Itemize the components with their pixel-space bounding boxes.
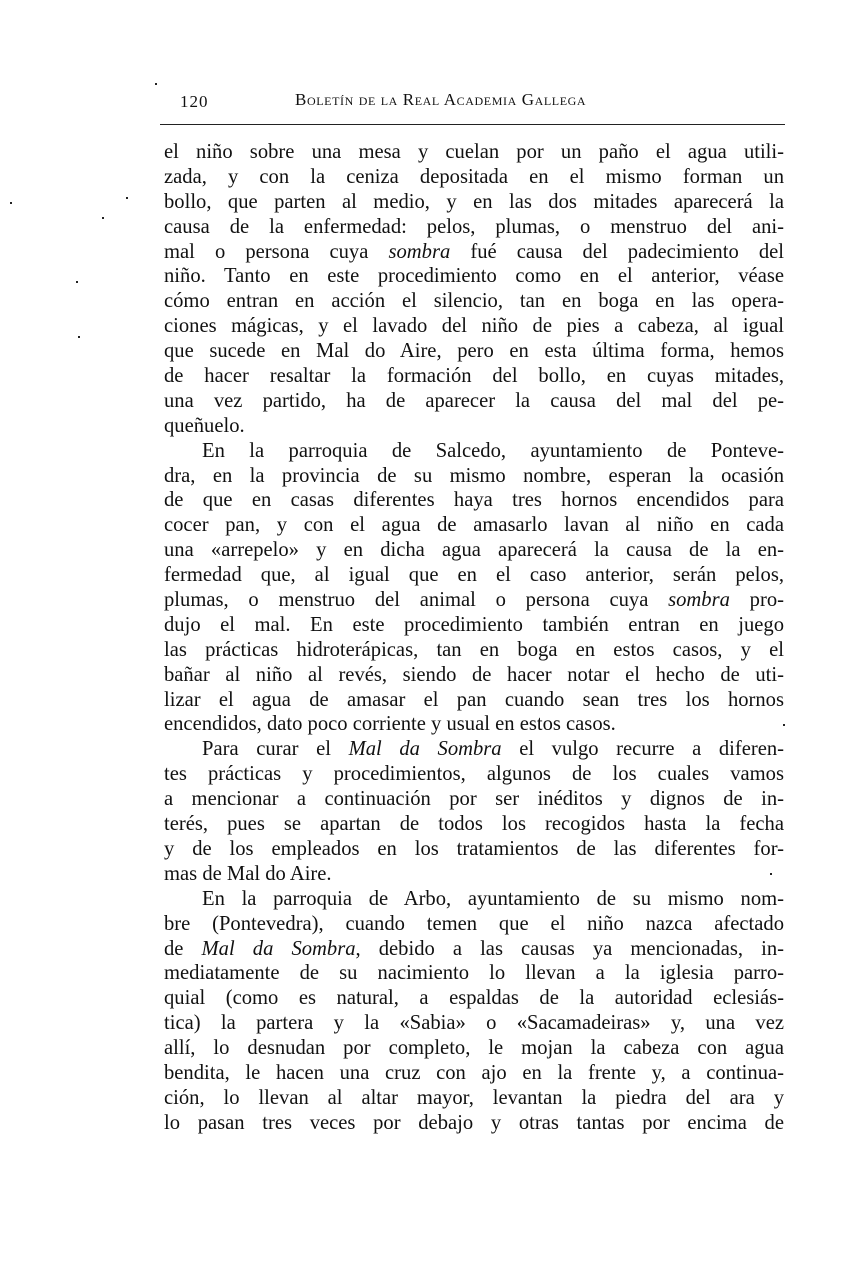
text-line: niño. Tanto en este procedimiento como en el anterior, véase	[164, 265, 784, 288]
text-line: terés, pues se apartan de todos los recogidos hasta la fecha	[164, 813, 784, 836]
text-line: ciones mágicas, y el lavado del niño de pies a cabeza, al igual	[164, 315, 784, 338]
text-line: de Mal da Sombra, debido a las causas ya mencionadas, in-	[164, 937, 784, 960]
text-line: fermedad que, al igual que en el caso anterior, serán pelos,	[164, 564, 784, 587]
text-line: En la parroquia de Arbo, ayuntamiento de su mismo nom-	[202, 887, 784, 910]
text-line: allí, lo desnudan por completo, le mojan la cabeza con agua	[164, 1037, 784, 1060]
body-text	[164, 140, 784, 1136]
text-line: dra, en la provincia de su mismo nombre, esperan la ocasión	[164, 464, 784, 487]
text-line: el niño sobre una mesa y cuelan por un paño el agua utili-	[164, 141, 784, 163]
text-line: bre (Pontevedra), cuando temen que el niño nazca afectado	[164, 912, 784, 935]
text-line: lo pasan tres veces por debajo y otras tantas por encima de	[164, 1111, 784, 1134]
italic-term: sombra	[668, 589, 730, 612]
text-line: de hacer resaltar la formación del bollo, en cuyas mitades,	[164, 365, 784, 388]
running-title: Boletín de la Real Academia Gallega	[295, 90, 587, 109]
text-line: tes prácticas y procedimientos, algunos de los cuales vamos	[164, 763, 784, 786]
italic-term: Mal da Sombra	[348, 738, 502, 761]
text-line: zada, y con la ceniza depositada en el mismo forman un	[164, 165, 784, 188]
text-line: mediatamente de su nacimiento lo llevan a la iglesia parro-	[164, 962, 784, 985]
text-line: mas de Mal do Aire.	[164, 862, 332, 885]
italic-term: sombra	[388, 240, 451, 263]
text-line: que sucede en Mal do Aire, pero en esta última forma, hemos	[164, 340, 784, 363]
text-line: encendidos, dato poco corriente y usual en estos casos.	[164, 713, 616, 736]
page-number: 120	[180, 92, 209, 111]
text-line: bañar al niño al revés, siendo de hacer notar el hecho de uti-	[164, 663, 784, 686]
text-line: causa de la enfermedad: pelos, plumas, o menstruo del ani-	[164, 215, 784, 238]
text-line: dujo el mal. En este procedimiento también entran en juego	[164, 613, 784, 636]
page-header	[160, 88, 785, 124]
text-line: Para curar el Mal da Sombra el vulgo recurre a diferen-	[202, 738, 784, 761]
text-line: cocer pan, y con el agua de amasarlo lavan al niño en cada	[164, 514, 784, 537]
text-line: las prácticas hidroterápicas, tan en boga en estos casos, y el	[164, 638, 784, 661]
text-line: mal o persona cuya sombra fué causa del padecimiento del	[164, 240, 784, 263]
italic-term: Mal da Sombra	[201, 937, 356, 960]
text-line: una «arrepelo» y en dicha agua aparecerá la causa de la en-	[164, 539, 784, 562]
text-line: quial (como es natural, a espaldas de la autoridad eclesiás-	[164, 987, 784, 1010]
text-line: ción, lo llevan al altar mayor, levantan la piedra del ara y	[164, 1086, 784, 1109]
text-line: lizar el agua de amasar el pan cuando sean tres los hornos	[164, 688, 784, 711]
text-line: bendita, le hacen una cruz con ajo en la frente y, a continua-	[164, 1061, 784, 1084]
text-line: de que en casas diferentes haya tres hornos encendidos para	[164, 489, 784, 512]
text-line: a mencionar a continuación por ser inéditos y dignos de in-	[164, 788, 784, 811]
text-line: cómo entran en acción el silencio, tan en boga en las opera-	[164, 290, 784, 313]
text-line: plumas, o menstruo del animal o persona cuya sombra pro-	[164, 589, 784, 612]
header-rule	[160, 124, 785, 125]
text-line: bollo, que parten al medio, y en las dos mitades aparecerá la	[164, 190, 784, 213]
text-line: una vez partido, ha de aparecer la causa del mal del pe-	[164, 389, 784, 412]
text-line: En la parroquia de Salcedo, ayuntamiento de Ponteve-	[202, 439, 784, 462]
text-line: queñuelo.	[164, 414, 245, 437]
text-line: tica) la partera y la «Sabia» o «Sacamadeiras» y, una vez	[164, 1012, 784, 1035]
text-line: y de los empleados en los tratamientos de las diferentes for-	[164, 837, 784, 860]
